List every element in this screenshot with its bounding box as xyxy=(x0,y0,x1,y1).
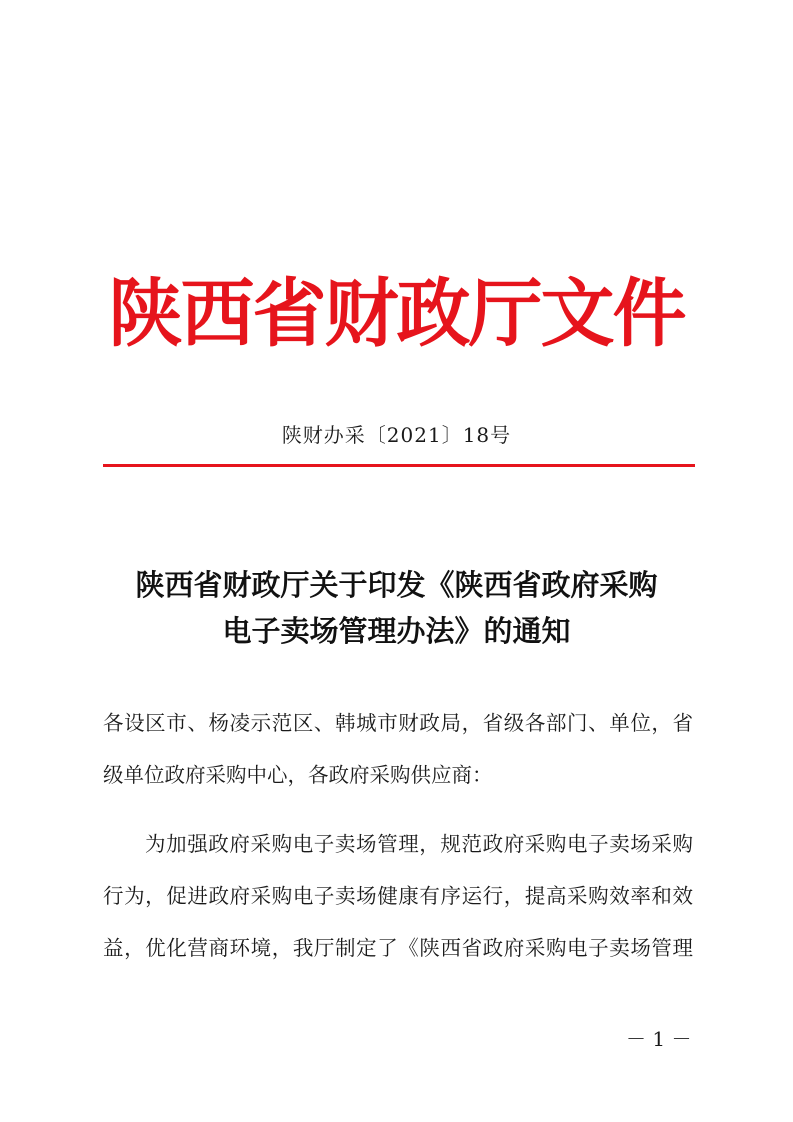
paragraph-line-3: 益，优化营商环境，我厅制定了《陕西省政府采购电子卖场管理 xyxy=(103,936,693,960)
addressee-line-2: 级单位政府采购中心，各政府采购供应商： xyxy=(103,763,493,787)
notice-title-line-1: 陕西省财政厅关于印发《陕西省政府采购 xyxy=(135,568,658,602)
body-paragraph xyxy=(103,818,693,974)
notice-title-line-2: 电子卖场管理办法》的通知 xyxy=(222,614,571,648)
page-number: － 1 － xyxy=(626,1027,692,1051)
addressee-line-1: 各设区市、杨凌示范区、韩城市财政局，省级各部门、单位，省 xyxy=(103,711,693,735)
addressee-block xyxy=(103,697,693,801)
agency-header-title: 陕西省财政厅文件 xyxy=(108,271,685,357)
document-number: 陕财办采〔2021〕18号 xyxy=(281,423,512,447)
paragraph-line-2: 行为，促进政府采购电子卖场健康有序运行，提高采购效率和效 xyxy=(103,884,693,908)
paragraph-line-1: 为加强政府采购电子卖场管理，规范政府采购电子卖场采购 xyxy=(145,832,693,856)
red-separator-line xyxy=(103,464,695,467)
notice-title xyxy=(0,562,793,654)
